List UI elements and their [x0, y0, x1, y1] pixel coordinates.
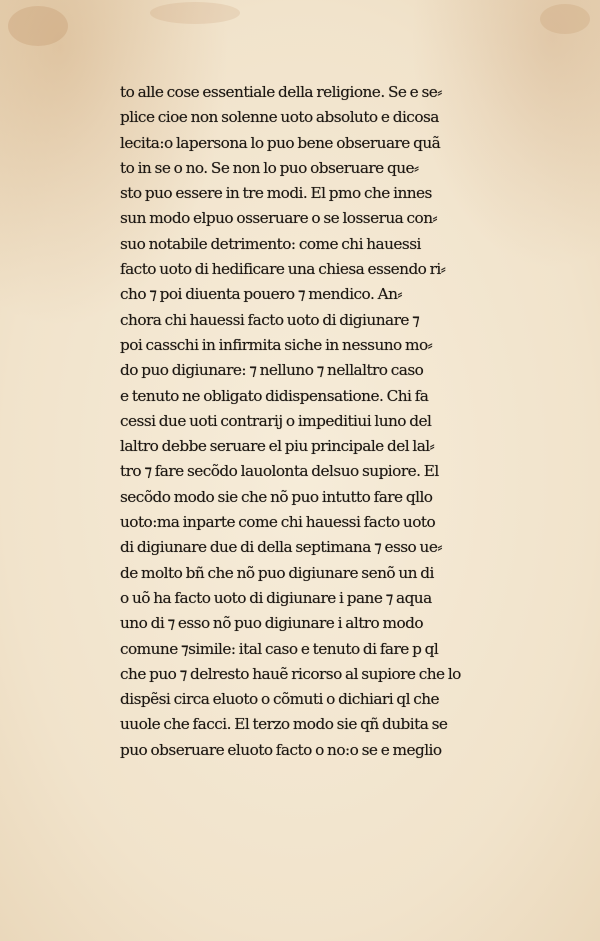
text-line: suo notabile detrimento: come chi hauessi [120, 234, 421, 253]
text-line: o uõ ha facto uoto di digiunare i pane ⁊ aqua [120, 588, 432, 607]
text-line: di digiunare due di della septimana ⁊ esso ue⸗ [120, 538, 442, 557]
text-line: secõdo modo sie che nõ puo intutto fare qllo [120, 487, 433, 506]
paper-stain [150, 2, 240, 24]
text-line: to in se o no. Se non lo puo obseruare que⸗ [120, 158, 419, 177]
text-line: plice cioe non solenne uoto absoluto e dicosa [120, 108, 439, 127]
text-line: dispẽsi circa eluoto o cõmuti o dichiari ql che [120, 690, 440, 709]
text-line: cho ⁊ poi diuenta pouero ⁊ mendico. An⸗ [120, 285, 402, 304]
text-line: lecita:o lapersona lo puo bene obseruare quã [120, 133, 441, 152]
paper-stain [8, 6, 68, 46]
text-line: uno di ⁊ esso nõ puo digiunare i altro modo [120, 614, 424, 633]
text-line: sun modo elpuo osseruare o se losserua con⸗ [120, 209, 438, 228]
text-line: poi casschi in infirmita siche in nessuno mo⸗ [120, 335, 433, 354]
text-line: uoto:ma inparte come chi hauessi facto uoto [120, 513, 436, 532]
text-line: do puo digiunare: ⁊ nelluno ⁊ nellaltro caso [120, 361, 424, 380]
text-line: sto puo essere in tre modi. El pmo che innes [120, 184, 432, 203]
text-line: uuole che facci. El terzo modo sie qñ dubita se [120, 715, 448, 734]
text-line: to alle cose essentiale della religione. Se e se⸗ [120, 83, 442, 101]
text-line: de molto bñ che nõ puo digiunare senõ un di [120, 563, 434, 582]
text-line: che puo ⁊ delresto hauẽ ricorso al supiore che lo [120, 664, 461, 683]
text-line: facto uoto di hedificare una chiesa essendo ri⸗ [120, 260, 446, 279]
text-line: e tenuto ne obligato didispensatione. Chi fa [120, 386, 429, 405]
text-line: puo obseruare eluoto facto o no:o se e meglio [120, 740, 442, 759]
text-line: comune ⁊simile: ital caso e tenuto di fare p ql [120, 639, 439, 658]
text-line: cessi due uoti contrarij o impeditiui luno del [120, 411, 432, 430]
text-line: chora chi hauessi facto uoto di digiunare ⁊ [120, 310, 420, 329]
text-column [120, 80, 534, 763]
text-line: tro ⁊ fare secõdo lauolonta delsuo supiore. El [120, 462, 439, 481]
text-line: laltro debbe seruare el piu principale del lal⸗ [120, 437, 435, 456]
paper-stain [540, 4, 590, 34]
